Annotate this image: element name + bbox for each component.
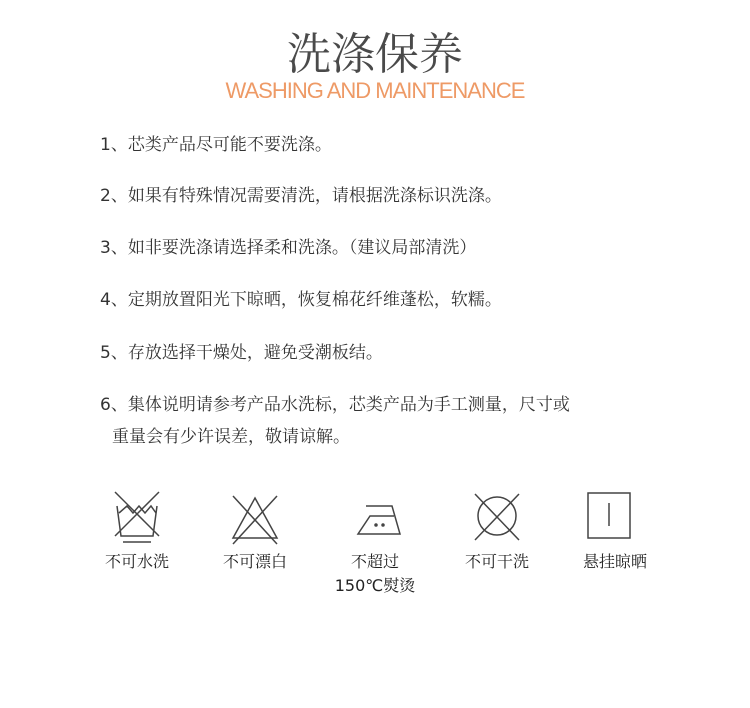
care-label-no-bleach: 不可漂白	[222, 552, 287, 571]
instruction-item: 3、如非要洗涤请选择柔和洗涤。（建议局部清洗）	[100, 238, 477, 258]
instruction-item: 2、如果有特殊情况需要清洗，请根据洗涤标识洗涤。	[100, 186, 502, 206]
care-label-iron-line1: 不超过	[350, 552, 399, 571]
care-label-line-dry: 悬挂晾晒	[582, 552, 647, 571]
page-title: 洗涤保养	[287, 29, 463, 80]
no-bleach-icon	[225, 488, 285, 548]
page-subtitle: WASHING AND MAINTENANCE	[225, 78, 525, 103]
instruction-item: 5、存放选择干燥处，避免受潮板结。	[100, 343, 383, 363]
instruction-item: 4、定期放置阳光下晾晒，恢复棉花纤维蓬松，软糯。	[100, 290, 502, 310]
line-dry-icon	[578, 488, 638, 548]
instruction-item	[100, 389, 680, 453]
instruction-line: 6、集体说明请参考产品水洗标，芯类产品为手工测量，尺寸或	[100, 395, 570, 415]
care-label-no-wash: 不可水洗	[104, 552, 169, 571]
care-label-no-dry-clean: 不可干洗	[464, 552, 529, 571]
instruction-item: 1、芯类产品尽可能不要洗涤。	[100, 135, 332, 155]
no-wash-icon	[107, 488, 167, 548]
care-label-iron	[315, 550, 435, 598]
iron-150-icon	[350, 488, 410, 548]
no-dry-clean-icon	[467, 488, 527, 548]
care-label-iron-line2: 150℃熨烫	[334, 576, 416, 595]
instruction-line-continued: 重量会有少许误差，敬请谅解。	[112, 427, 350, 447]
